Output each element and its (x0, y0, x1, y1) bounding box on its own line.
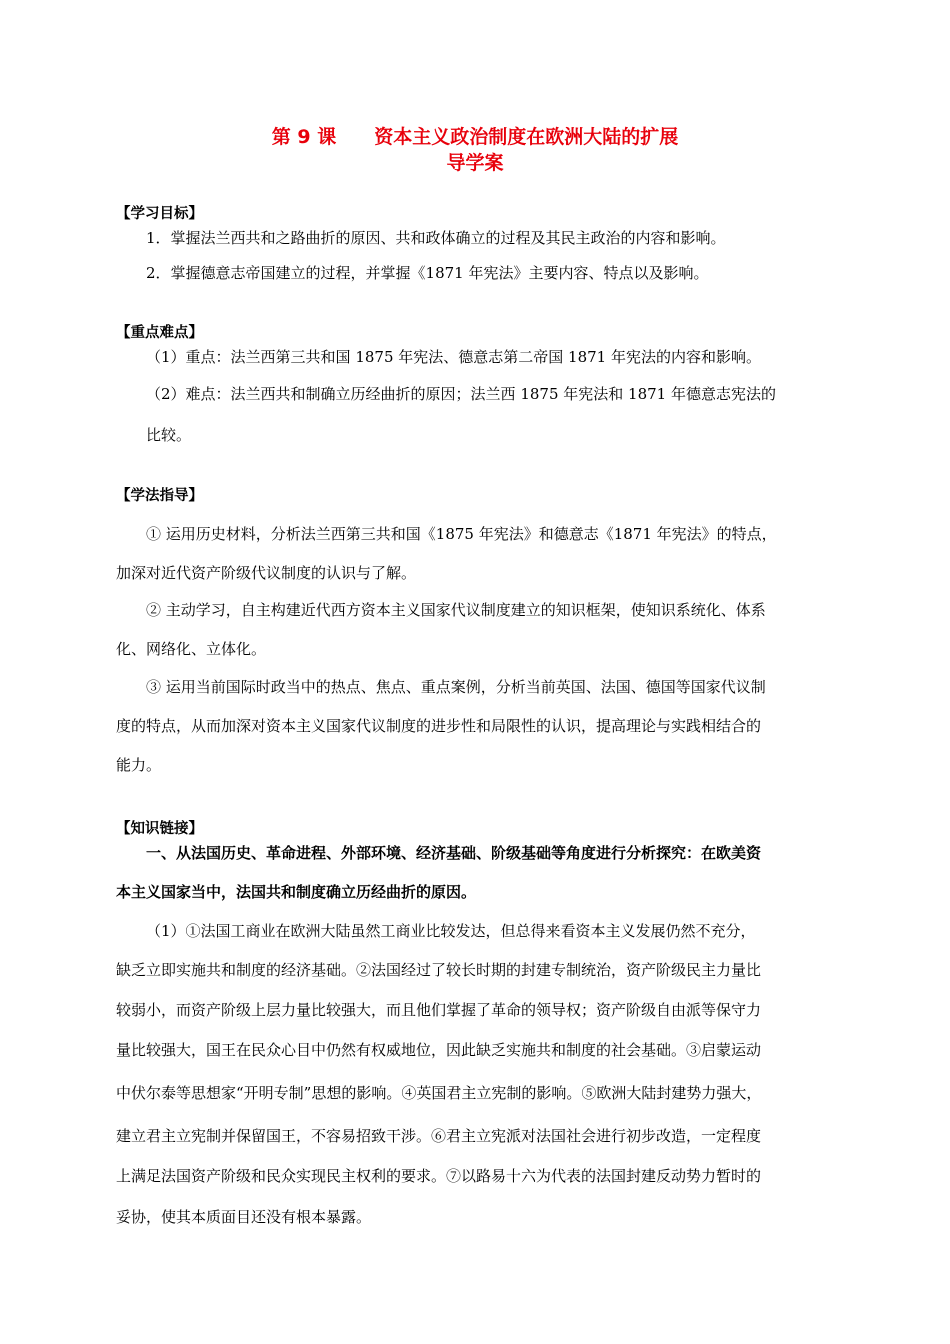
method-line: ② 主动学习，自主构建近代西方资本主义国家代议制度建立的知识框架，使知识系统化、体系 (146, 601, 766, 619)
knowledge-line: 中伏尔泰等思想家“开明专制”思想的影响。④英国君主立宪制的影响。⑤欧洲大陆封建势力强大， (116, 1084, 762, 1102)
page-title: 第 9 课 资本主义政治制度在欧洲大陆的扩展 (271, 126, 679, 148)
knowledge-line: 量比较强大，国王在民众心目中仍然有权威地位，因此缺乏实施共和制度的社会基础。③启蒙运动 (116, 1041, 762, 1059)
method-heading: 【学法指导】 (116, 488, 203, 504)
knowledge-line: （1）①法国工商业在欧洲大陆虽然工商业比较发达，但总得来看资本主义发展仍然不充分， (146, 922, 756, 940)
objective-item: 2．掌握德意志帝国建立的过程，并掌握《1871 年宪法》主要内容、特点以及影响。 (146, 264, 709, 282)
knowledge-question: 本主义国家当中，法国共和制度确立历经曲折的原因。 (116, 883, 477, 901)
method-line: 化、网络化、立体化。 (116, 640, 267, 658)
knowledge-line: 建立君主立宪制并保留国王，不容易招致干涉。⑥君主立宪派对法国社会进行初步改造，一定程度 (116, 1127, 762, 1145)
method-line: ① 运用历史材料，分析法兰西第三共和国《1875 年宪法》和德意志《1871 年宪法》的特点， (146, 525, 777, 543)
knowledge-line: 上满足法国资产阶级和民众实现民主权利的要求。⑦以路易十六为代表的法国封建反动势力暂时的 (116, 1167, 762, 1185)
objectives-heading: 【学习目标】 (116, 206, 203, 222)
key-points-heading: 【重点难点】 (116, 325, 203, 341)
objective-item: 1．掌握法兰西共和之路曲折的原因、共和政体确立的过程及其民主政治的内容和影响。 (146, 229, 726, 247)
method-line: ③ 运用当前国际时政当中的热点、焦点、重点案例，分析当前英国、法国、德国等国家代议制 (146, 678, 766, 696)
key-point-line: （2）难点：法兰西共和制确立历经曲折的原因；法兰西 1875 年宪法和 1871 年德意志宪法的 (146, 385, 776, 403)
method-line: 度的特点，从而加深对资本主义国家代议制度的进步性和局限性的认识，提高理论与实践相结合的 (116, 717, 762, 735)
knowledge-line: 缺乏立即实施共和制度的经济基础。②法国经过了较长时期的封建专制统治，资产阶级民主力量比 (116, 961, 762, 979)
method-line: 能力。 (116, 756, 162, 774)
knowledge-heading: 【知识链接】 (116, 821, 203, 837)
key-point-line: （1）重点：法兰西第三共和国 1875 年宪法、德意志第二帝国 1871 年宪法的内容和影响。 (146, 348, 761, 366)
method-line: 加深对近代资产阶级代议制度的认识与了解。 (116, 564, 417, 582)
key-point-line: 比较。 (146, 426, 192, 444)
knowledge-line: 较弱小，而资产阶级上层力量比较强大，而且他们掌握了革命的领导权；资产阶级自由派等保守力 (116, 1001, 762, 1019)
knowledge-question: 一、从法国历史、革命进程、外部环境、经济基础、阶级基础等角度进行分析探究：在欧美资 (146, 844, 762, 862)
knowledge-line: 妥协，使其本质面目还没有根本暴露。 (116, 1208, 372, 1226)
page-subtitle: 导学案 (446, 152, 504, 174)
